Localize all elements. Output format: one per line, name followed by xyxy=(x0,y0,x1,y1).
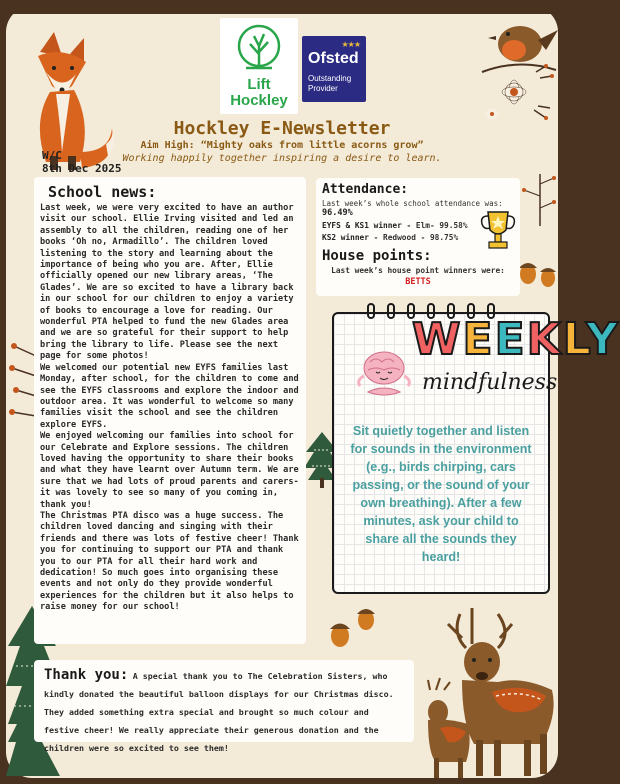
oak-tree-icon xyxy=(236,24,282,74)
aim-high-tagline: Aim High: “Mighty oaks from little acorns grow” xyxy=(140,140,424,151)
ks2-value: - Redwood - 98.75% xyxy=(373,233,459,242)
ks2-label: KS2 winner xyxy=(322,233,374,242)
thank-you-text: A special thank you to The Celebration Sisters, who kindly donated the beautiful balloon displays for our Christmas disco. They added something extra special and brought so much colour and festive cheer! We really appreciate their generous donation and the children were so excited to see them! xyxy=(44,671,394,753)
house-points-heading: House points: xyxy=(322,248,432,264)
house-points-winner: BETTS xyxy=(405,277,431,287)
weekly-letter: W xyxy=(412,314,463,365)
weekly-letter: E xyxy=(494,314,527,365)
eyfs-value: Elm- 99.58% xyxy=(415,221,468,230)
news-paragraph: We welcomed our potential new EYFS families last Monday, after school, for the children to come and see the EYFS classrooms and explore the indoor and outdoor area. It was wonderful to welcome so many families visit the school and see the children explore EYFS. xyxy=(40,362,299,430)
weekly-letter: E xyxy=(462,314,495,365)
school-news-panel xyxy=(34,177,306,644)
attendance-heading: Attendance: xyxy=(322,182,409,197)
newsletter-title: Hockley E-Newsletter xyxy=(173,118,391,139)
ofsted-name: Ofsted xyxy=(308,50,359,67)
attendance-panel xyxy=(316,178,520,296)
mindfulness-subtitle: mindfulness xyxy=(422,370,558,395)
thank-you-heading: Thank you: xyxy=(44,667,129,683)
acorns-illustration xyxy=(516,254,560,290)
news-paragraph: The Christmas PTA disco was a huge success. The children loved dancing and singing with their friends and there was lots of festive cheer! Thank you for continuing to support our PTA and thank you to our PTA for all their hard work and dedication! So much goes into organising these events and not only do they provide wonderful experiences for the children but it also helps to raise money for our school! xyxy=(40,510,299,613)
acorns-bottom-illustration xyxy=(326,602,386,652)
weekly-letter: Y xyxy=(585,314,620,365)
lift-logo-line2: Hockley xyxy=(230,92,288,109)
ofsted-logo xyxy=(302,36,366,102)
wc-date: 8th Dec 2025 xyxy=(42,162,122,175)
deer-illustration xyxy=(402,604,558,780)
mindfulness-activity-text: Sit quietly together and listen for sounds in the environment (e.g., birds chirping, cars passing, or the sound of your own breathing). After a few minutes, ask your child to share all the sounds they heard! xyxy=(350,424,532,564)
thank-you-panel xyxy=(34,660,414,753)
ofsted-line1: Outstanding xyxy=(308,74,352,83)
right-branch-illustration xyxy=(520,174,558,226)
lift-logo-line1: Lift xyxy=(247,76,271,93)
weekly-mindfulness-panel xyxy=(332,312,620,594)
attendance-intro: Last week’s whole school attendance was: xyxy=(322,199,503,208)
school-news-body xyxy=(40,203,300,614)
weekly-title xyxy=(412,314,620,365)
lift-hockley-logo xyxy=(220,18,298,114)
stars-icon: ★★★ xyxy=(341,40,360,49)
frame-top xyxy=(6,6,558,14)
weekly-letter: K xyxy=(526,314,563,365)
school-news-heading: School news: xyxy=(48,183,157,201)
school-motto: Working happily together inspiring a desire to learn. xyxy=(122,153,442,164)
meditating-brain-icon xyxy=(354,348,414,400)
house-points-intro: Last week’s house point winners were: xyxy=(331,266,505,275)
eyfs-label: EYFS & KS1 winner - xyxy=(322,221,416,230)
whole-school-attendance: 96.49% xyxy=(322,208,353,218)
ofsted-line2: Provider xyxy=(308,84,338,93)
news-paragraph: Last week, we were very excited to have an author visit our school. Ellie Irving visited and led an assembly to all the children, reading one of her books ‘Oh no, Armadillo’. The children loved listening to the story and learning about the importance of being who you are. After, Ellie officially opened our new library areas, ‘The Glades’. We are so excited to have a library back in our school for our children to enjoy a variety of books to encourage a love for reading. Our wonderful PTA helped to fund the new Glades area and we are so grateful for their support to help bring the library to life. Please see the next page for some photos! xyxy=(40,203,294,362)
trophy-icon xyxy=(478,208,518,254)
weekly-letter: L xyxy=(562,314,586,365)
news-paragraph: We enjoyed welcoming our families into school for our Celebrate and Explore sessions. The children loved having the opportunity to share their books and what they have learnt over Autumn term. We are sure that we had lots of proud parents and carers-it was lovely to see so many of you coming in, thank you! xyxy=(40,431,299,510)
wc-label: W/C xyxy=(42,149,62,162)
